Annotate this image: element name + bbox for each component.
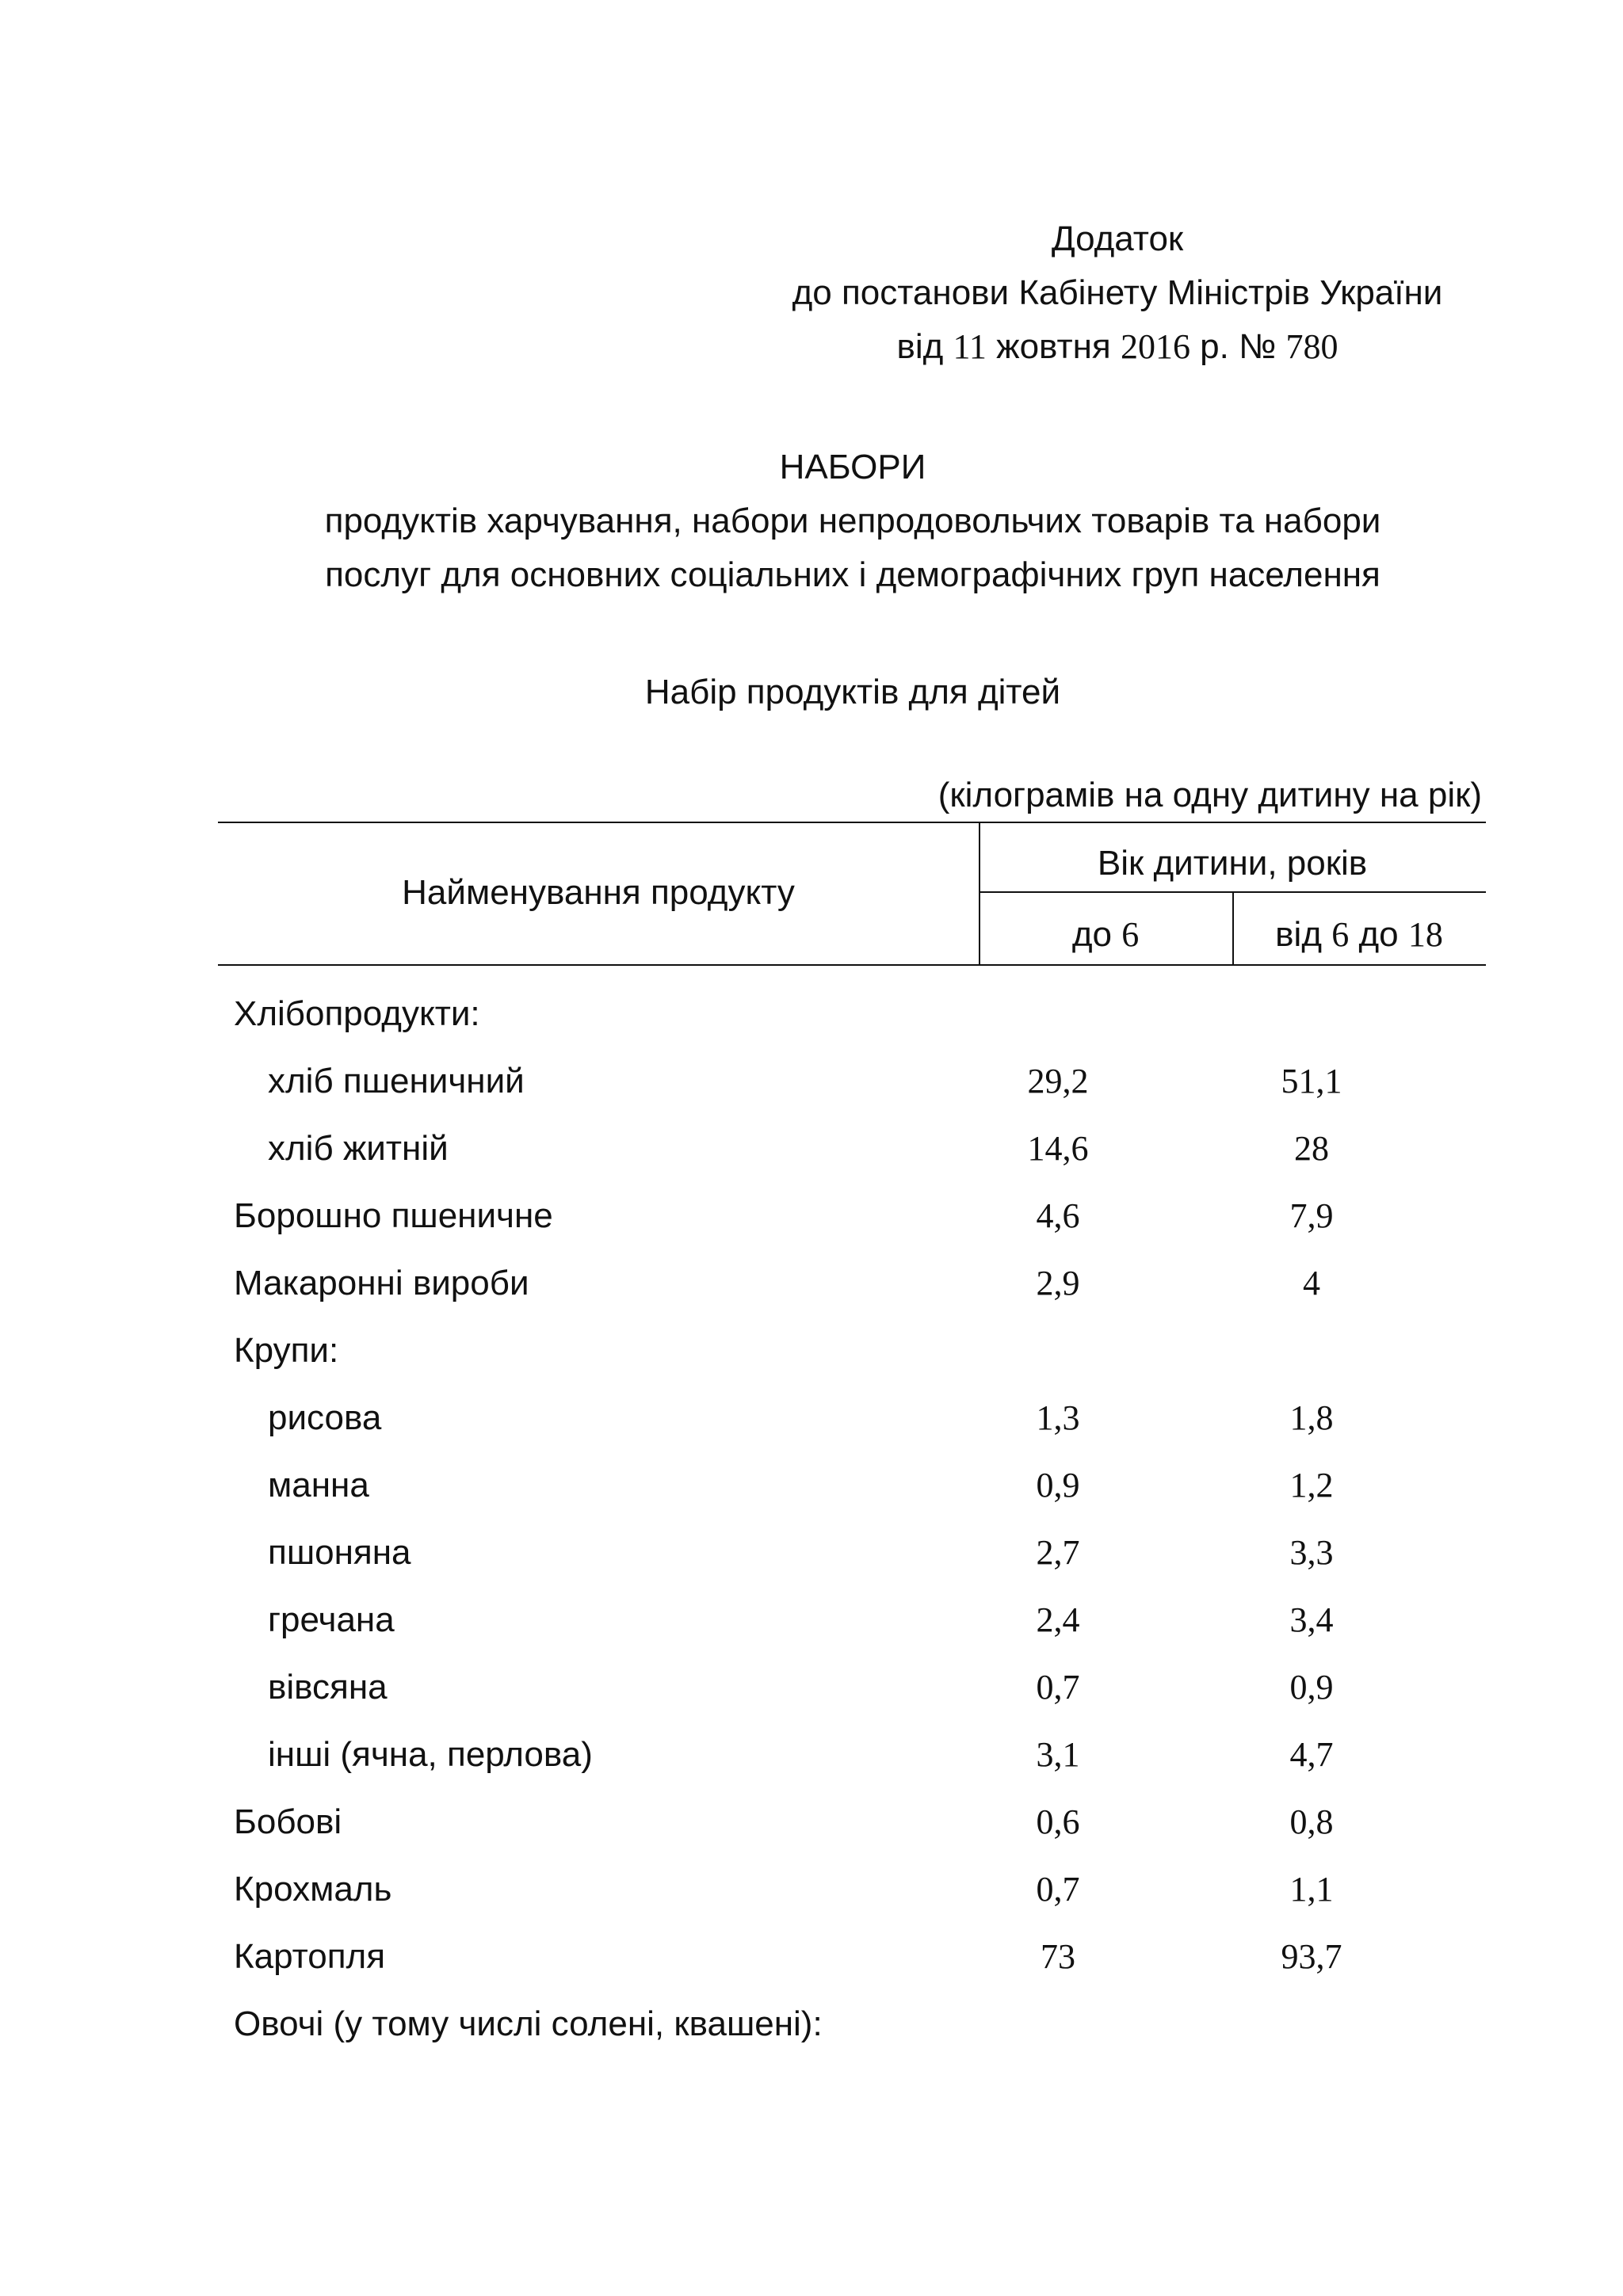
product-name: Макаронні вироби [234, 1264, 529, 1302]
value-under-6: 2,9 [1036, 1264, 1080, 1302]
column-header-6-to-18: від 6 до 18 [1275, 915, 1443, 954]
value-6-to-18: 3,4 [1289, 1600, 1334, 1639]
addendum-date: від 11 жовтня 2016 р. № 780 [896, 327, 1338, 366]
table-row [218, 1462, 1486, 1529]
product-name: Крохмаль [234, 1870, 392, 1909]
value-6-to-18: 0,8 [1289, 1802, 1334, 1841]
section-subtitle: Набір продуктів для дітей [644, 673, 1061, 711]
table-row [218, 1866, 1486, 1933]
document-title [219, 441, 1487, 602]
product-name: манна [268, 1466, 369, 1505]
value-6-to-18: 1,8 [1289, 1398, 1334, 1437]
value-under-6: 0,7 [1036, 1870, 1080, 1909]
value-6-to-18: 4,7 [1289, 1735, 1334, 1774]
title-line-2: продуктів харчування, набори непродовольчих товарів та набори [324, 502, 1381, 540]
value-under-6: 14,6 [1027, 1129, 1089, 1168]
product-name: Хлібопродукти: [234, 994, 480, 1033]
product-name: Овочі (у тому числі солені, квашені): [234, 2004, 823, 2043]
table-row [218, 1327, 1486, 1394]
value-6-to-18: 0,9 [1289, 1668, 1334, 1707]
value-under-6: 2,7 [1036, 1533, 1080, 1572]
title-heading: НАБОРИ [779, 448, 926, 486]
value-under-6: 0,9 [1036, 1466, 1080, 1505]
product-name: рисова [268, 1398, 382, 1437]
table-row [218, 1394, 1486, 1462]
table-row [218, 1596, 1486, 1664]
addendum-block [761, 212, 1474, 374]
value-6-to-18: 4 [1303, 1264, 1320, 1302]
value-6-to-18: 3,3 [1289, 1533, 1334, 1572]
product-name: інші (ячна, перлова) [268, 1735, 593, 1774]
table-row [218, 990, 1486, 1058]
value-under-6: 3,1 [1036, 1735, 1080, 1774]
table-row [218, 1529, 1486, 1596]
product-name: Борошно пшеничне [234, 1196, 553, 1235]
table-body [218, 990, 1486, 2068]
value-under-6: 29,2 [1027, 1062, 1089, 1100]
table-row [218, 1798, 1486, 1866]
table-row [218, 1058, 1486, 1125]
column-header-name: Найменування продукту [402, 873, 795, 912]
value-under-6: 0,6 [1036, 1802, 1080, 1841]
table-header-bottom-rule [218, 964, 1486, 966]
value-under-6: 4,6 [1036, 1196, 1080, 1235]
product-name: хліб житній [268, 1129, 449, 1168]
column-header-age: Вік дитини, років [1097, 844, 1368, 883]
value-6-to-18: 1,2 [1289, 1466, 1334, 1505]
value-under-6: 73 [1041, 1937, 1075, 1976]
addendum-title: Додаток [1051, 219, 1184, 258]
value-6-to-18: 1,1 [1289, 1870, 1334, 1909]
product-name: хліб пшеничний [268, 1062, 525, 1100]
table-row [218, 1731, 1486, 1798]
value-under-6: 0,7 [1036, 1668, 1080, 1707]
addendum-reference: до постанови Кабінету Міністрів України [792, 273, 1443, 312]
value-under-6: 1,3 [1036, 1398, 1080, 1437]
value-6-to-18: 93,7 [1281, 1937, 1342, 1976]
title-line-3: послуг для основних соціальних і демографічних груп населення [325, 555, 1381, 594]
product-name: Крупи: [234, 1331, 339, 1370]
value-6-to-18: 7,9 [1289, 1196, 1334, 1235]
column-header-under-6: до 6 [1071, 915, 1140, 954]
value-6-to-18: 51,1 [1281, 1062, 1342, 1100]
table-row [218, 1664, 1486, 1731]
units-note: (кілограмів на одну дитину на рік) [938, 776, 1482, 814]
product-name: Картопля [234, 1937, 386, 1976]
table-row [218, 1192, 1486, 1260]
table-row [218, 1933, 1486, 2000]
table-row [218, 2000, 1486, 2068]
product-name: гречана [268, 1600, 395, 1639]
value-6-to-18: 28 [1294, 1129, 1329, 1168]
value-under-6: 2,4 [1036, 1600, 1080, 1639]
table-top-rule [218, 822, 1486, 823]
table-row [218, 1125, 1486, 1192]
product-name: вівсяна [268, 1668, 388, 1707]
product-name: Бобові [234, 1802, 342, 1841]
product-name: пшоняна [268, 1533, 411, 1572]
table-row [218, 1260, 1486, 1327]
